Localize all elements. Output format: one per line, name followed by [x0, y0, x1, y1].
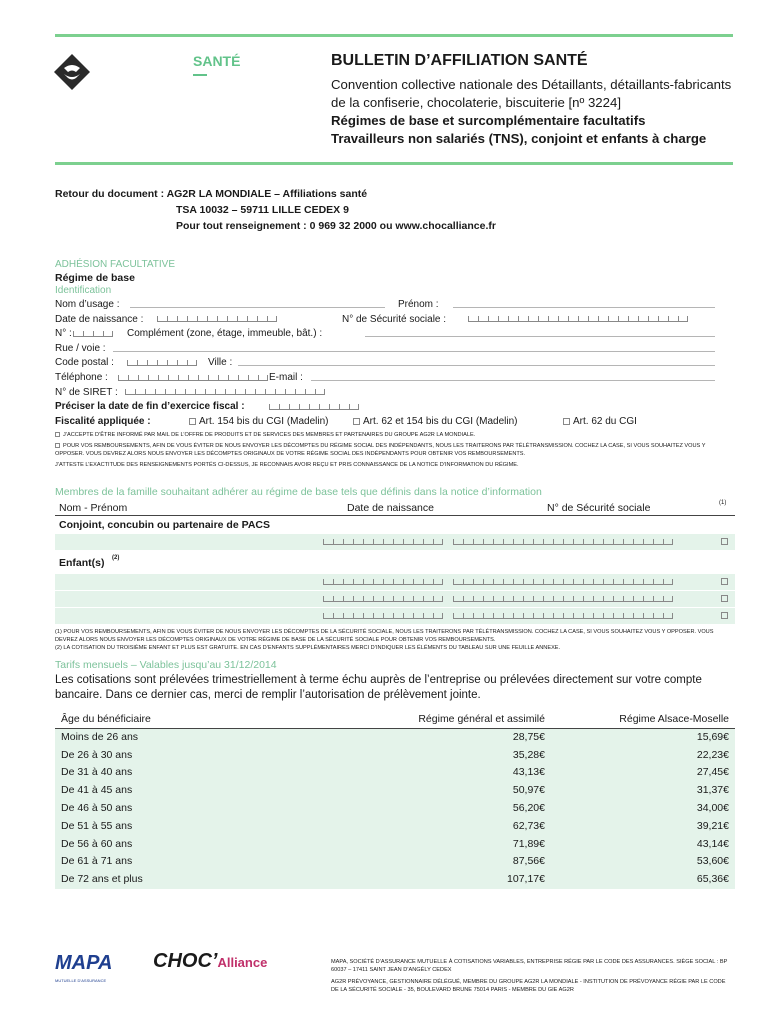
enfant-row[interactable]	[55, 608, 735, 624]
checkbox-icon	[353, 418, 360, 425]
prenom-field[interactable]	[453, 298, 715, 308]
tarifs-section	[55, 659, 735, 889]
consent-teletransmission[interactable]: POUR VOS REMBOURSEMENTS, AFIN DE VOUS ÉVITER DE NOUS ENVOYER LES DÉCOMPTES DU RÉGIME SOCIAL DES INDÉPENDANTS, NOUS LES TRAITERONS PAR TÉLÉTRANSMISSION. COCHEZ LA CASE, SI VOUS SOUHAITEZ VOUS Y OPPOSER. VOUS DEVREZ ALORS NOUS ENVOYER LES DÉCOMPTES ORIGINAUX DE VOTRE RÉGIME SOCIAL DES INDÉPENDANTS POUR OBTENIR VOS REMBOURSEMENTS.	[55, 443, 706, 458]
table-row: De 72 ans et plus 107,17€ 65,36€	[55, 871, 735, 889]
cp-label: Code postal :	[55, 357, 114, 369]
enfant-row[interactable]	[55, 591, 735, 607]
table-row: De 31 à 40 ans 43,13€ 27,45€	[55, 764, 735, 782]
tarifs-intro: Les cotisations sont prélevées trimestriellement à terme échu auprès de l’entreprise ou prélevées directement sur votre compte bancaire. Dans ce dernier cas, merci de remplir l’autorisation de prélèvement jointe.	[55, 674, 702, 701]
conjoint-secu[interactable]	[453, 539, 673, 547]
checkbox-icon	[55, 432, 60, 437]
chocalliance-logo: CHOC’Alliance	[153, 950, 268, 972]
company-logo-icon	[54, 54, 90, 90]
enfant-naissance[interactable]	[323, 613, 443, 621]
row-siret	[55, 386, 735, 401]
footer-mapa-legal: MAPA, SOCIÉTÉ D’ASSURANCE MUTUELLE À COTISATIONS VARIABLES, ENTREPRISE RÉGIE PAR LE CODE DES ASSURANCES. SIÈGE SOCIAL : BP 60037 – 17411 SAINT JEAN D’ANGÉLY CEDEX	[331, 959, 728, 973]
nom-label: Nom d’usage :	[55, 299, 120, 310]
rue-field[interactable]	[113, 342, 715, 352]
table-row: De 51 à 55 ans 62,73€ 39,21€	[55, 818, 735, 836]
col-note: (1)	[719, 500, 727, 506]
adhesion-section	[55, 259, 735, 469]
col-secu: N° de Sécurité sociale	[547, 502, 651, 514]
table-row: De 61 à 71 ans 87,56€ 53,60€	[55, 853, 735, 871]
table-row: De 46 à 50 ans 56,20€ 34,00€	[55, 800, 735, 818]
attestation: J’ATTESTE L’EXACTITUDE DES RENSEIGNEMENTS PORTÉS CI-DESSUS, JE RECONNAIS AVOIR REÇU ET PRIS CONNAISSANCE DE LA NOTICE D’INFORMATION DU RÉGIME.	[55, 462, 519, 469]
regime-title: Régime de base	[55, 272, 135, 284]
adhesion-title: ADHÉSION FACULTATIVE	[55, 259, 176, 270]
row-adresse	[55, 327, 735, 342]
fiscalite-opt1[interactable]: Art. 154 bis du CGI (Madelin)	[189, 415, 329, 430]
secu-field[interactable]	[468, 316, 688, 324]
row-fiscalite	[55, 415, 735, 430]
fiscalite-opt2[interactable]: Art. 62 et 154 bis du CGI (Madelin)	[353, 415, 518, 430]
table-row: De 26 à 30 ans 35,28€ 22,23€	[55, 747, 735, 765]
family-note-1: (1) POUR VOS REMBOURSEMENTS, AFIN DE VOUS ÉVITER DE NOUS ENVOYER LES DÉCOMPTES DE LA SÉCURITÉ SOCIALE, NOUS LES TRAITERONS PAR TÉLÉTRANSMISSION. COCHEZ LA CASE, SI VOUS SOUHAITEZ VOUS Y OPPOSER. VOUS DEVREZ ALORS NOUS ENVOYER LES DÉCOMPTES ORIGINAUX DE VOTRE RÉGIME DE BASE DE LA SÉCURITÉ SOCIALE POUR OBTENIR VOS REMBOURSEMENTS.	[55, 629, 714, 643]
return-address	[55, 186, 496, 234]
subtitle-convention: Convention collective nationale des Détaillants, détaillants-fabricants de la confiserie, chocolaterie, biscuiterie [nº 3224]	[331, 77, 732, 110]
tel-field[interactable]	[118, 375, 268, 383]
fiscalite-label: Fiscalité appliquée :	[55, 415, 151, 427]
row-cp	[55, 356, 735, 371]
family-title: Membres de la famille souhaitant adhérer au régime de base tels que définis dans la notice d’information	[55, 486, 542, 498]
row-exercice	[55, 400, 735, 415]
family-note-2: (2) LA COTISATION DU TROISIÈME ENFANT ET PLUS EST GRATUITE. EN CAS D’ENFANTS SUPPLÉMENTAIRES MERCI D’INDIQUER LES ÉLÉMENTS DU TABLEAU SUR UNE FEUILLE ANNEXE.	[55, 645, 561, 651]
enfant-naissance[interactable]	[323, 579, 443, 587]
tel-label: Téléphone :	[55, 371, 108, 383]
top-divider	[55, 34, 733, 37]
naissance-label: Date de naissance :	[55, 313, 144, 325]
siret-label: N° de SIRET :	[55, 386, 118, 398]
tarifs-header	[55, 711, 735, 729]
family-section	[55, 486, 735, 652]
enfant-secu[interactable]	[453, 596, 673, 604]
consent-mail[interactable]: J’ACCEPTE D’ÊTRE INFORMÉ PAR MAIL DE L’OFFRE DE PRODUITS ET DE SERVICES DES MEMBRES ET PARTENAIRES DU GROUPE AG2R LA MONDIALE.	[55, 431, 735, 439]
conjoint-naissance[interactable]	[323, 539, 443, 547]
checkbox-icon[interactable]	[721, 595, 728, 602]
mapa-logo: MAPA	[55, 952, 113, 974]
email-label: E-mail :	[269, 371, 303, 383]
row-naissance	[55, 313, 735, 328]
tarifs-title: Tarifs mensuels – Valables jusqu’au 31/12/2014	[55, 659, 277, 671]
enfant-row[interactable]	[55, 574, 735, 590]
retour-line1: Retour du document : AG2R LA MONDIALE – Affiliations santé	[55, 188, 368, 200]
enfant-secu[interactable]	[453, 613, 673, 621]
prenom-label: Prénom :	[398, 299, 439, 310]
cp-field[interactable]	[127, 360, 197, 368]
table-row: De 41 à 45 ans 50,97€ 31,37€	[55, 782, 735, 800]
secu-label: N° de Sécurité sociale :	[342, 313, 447, 325]
mapa-subtitle: MUTUELLE D’ASSURANCE	[55, 978, 107, 983]
tarif-col-alsace: Régime Alsace-Moselle	[619, 713, 729, 725]
enfants-label-row: Enfant(s) (2)	[55, 551, 735, 573]
num-field[interactable]	[73, 331, 113, 339]
retour-line3: Pour tout renseignement : 0 969 32 2000 ou www.chocalliance.fr	[176, 220, 496, 232]
checkbox-icon[interactable]	[721, 612, 728, 619]
ville-label: Ville :	[208, 357, 233, 369]
page-title: BULLETIN D’AFFILIATION SANTÉ	[331, 52, 588, 69]
row-rue	[55, 342, 735, 357]
table-row: Moins de 26 ans 28,75€ 15,69€	[55, 729, 735, 747]
footer-ag2r-legal: AG2R PRÉVOYANCE, GESTIONNAIRE DÉLÉGUÉ, MEMBRE DU GROUPE AG2R LA MONDIALE - INSTITUTION DE PRÉVOYANCE RÉGIE PAR LE CODE DE LA SÉCURITÉ SOCIALE - 35, BOULEVARD BRUNE 75014 PARIS - MEMBRE DU GIE AG2R	[331, 979, 726, 993]
conjoint-label-row: Conjoint, concubin ou partenaire de PACS	[55, 517, 735, 533]
tarif-col-age: Âge du bénéficiaire	[61, 713, 151, 725]
table-row: De 56 à 60 ans 71,89€ 43,14€	[55, 836, 735, 854]
family-table-header	[55, 500, 735, 516]
col-nom: Nom - Prénom	[59, 502, 128, 514]
complement-label: Complément (zone, étage, immeuble, bât.) :	[127, 328, 323, 340]
identification-title: Identification	[55, 285, 112, 296]
enfant-naissance[interactable]	[323, 596, 443, 604]
rue-label: Rue / voie :	[55, 342, 106, 354]
exercice-field[interactable]	[269, 404, 359, 412]
checkbox-icon[interactable]	[721, 578, 728, 585]
checkbox-icon	[563, 418, 570, 425]
tarif-col-general: Régime général et assimilé	[418, 713, 545, 725]
header-divider	[55, 162, 733, 165]
fiscalite-opt3[interactable]: Art. 62 du CGI	[563, 415, 637, 430]
section-dash	[193, 74, 207, 76]
conjoint-row[interactable]	[55, 534, 735, 550]
tarifs-table-body	[55, 729, 735, 889]
retour-line2: TSA 10032 – 59711 LILLE CEDEX 9	[176, 204, 349, 216]
subtitle-tns: Travailleurs non salariés (TNS), conjoint et enfants à charge	[331, 131, 707, 146]
enfant-secu[interactable]	[453, 579, 673, 587]
subtitle-regimes: Régimes de base et surcomplémentaire facultatifs	[331, 113, 646, 128]
checkbox-icon[interactable]	[721, 538, 728, 545]
checkbox-icon	[55, 443, 60, 448]
checkbox-icon	[189, 418, 196, 425]
page-subtitle	[331, 76, 741, 148]
siret-field[interactable]	[125, 389, 325, 397]
ville-field[interactable]	[238, 356, 715, 366]
row-nom	[55, 298, 735, 313]
section-label: SANTÉ	[193, 53, 241, 69]
col-naissance: Date de naissance	[347, 502, 434, 514]
naissance-field[interactable]	[157, 316, 277, 324]
complement-field[interactable]	[365, 327, 715, 337]
email-field[interactable]	[311, 371, 715, 381]
footer-legal	[331, 958, 731, 994]
nom-field[interactable]	[130, 298, 385, 308]
row-tel	[55, 371, 735, 386]
exercice-label: Préciser la date de fin d’exercice fiscal :	[55, 401, 245, 413]
num-label: N° :	[55, 328, 72, 340]
